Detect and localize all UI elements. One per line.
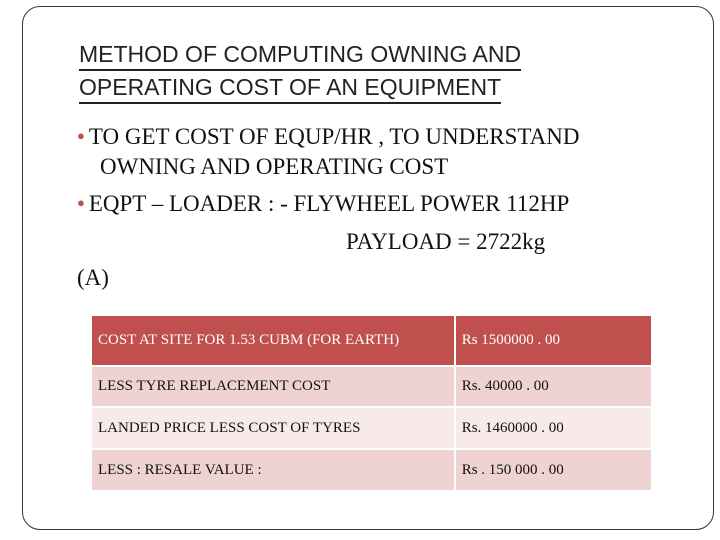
title-line-2: OPERATING COST OF AN EQUIPMENT (79, 73, 501, 104)
bullet-purpose (77, 121, 687, 182)
table-cell-item: LESS : RESALE VALUE : (91, 449, 455, 491)
table-cell-amount: Rs 1500000 . 00 (455, 315, 652, 366)
table-cell-item: COST AT SITE FOR 1.53 CUBM (FOR EARTH) (91, 315, 455, 366)
section-label: (A) (77, 265, 109, 290)
table-cell-amount: Rs. 1460000 . 00 (455, 407, 652, 449)
title-line-1: METHOD OF COMPUTING OWNING AND (79, 40, 521, 71)
table-cell-amount: Rs . 150 000 . 00 (455, 449, 652, 491)
table-row (91, 449, 652, 491)
bullet-purpose-line-1: TO GET COST OF EQUP/HR , TO UNDERSTAND (88, 124, 580, 149)
bullet-purpose-line-2: OWNING AND OPERATING COST (100, 154, 449, 179)
bullet-marker-icon: ● (77, 128, 85, 143)
table-row (91, 366, 652, 407)
table-row (91, 407, 652, 449)
table-cell-amount: Rs. 40000 . 00 (455, 366, 652, 407)
table-cell-item: LANDED PRICE LESS COST OF TYRES (91, 407, 455, 449)
bullet-equipment (77, 188, 569, 219)
payload-text: PAYLOAD = 2722kg (346, 229, 546, 254)
table-row (91, 315, 652, 366)
table-cell-item: LESS TYRE REPLACEMENT COST (91, 366, 455, 407)
bullet-equipment-text: EQPT – LOADER : - FLYWHEEL POWER 112HP (88, 191, 570, 216)
slide-title (79, 38, 679, 104)
cost-table (90, 314, 653, 492)
bullet-marker-icon: ● (77, 195, 85, 210)
